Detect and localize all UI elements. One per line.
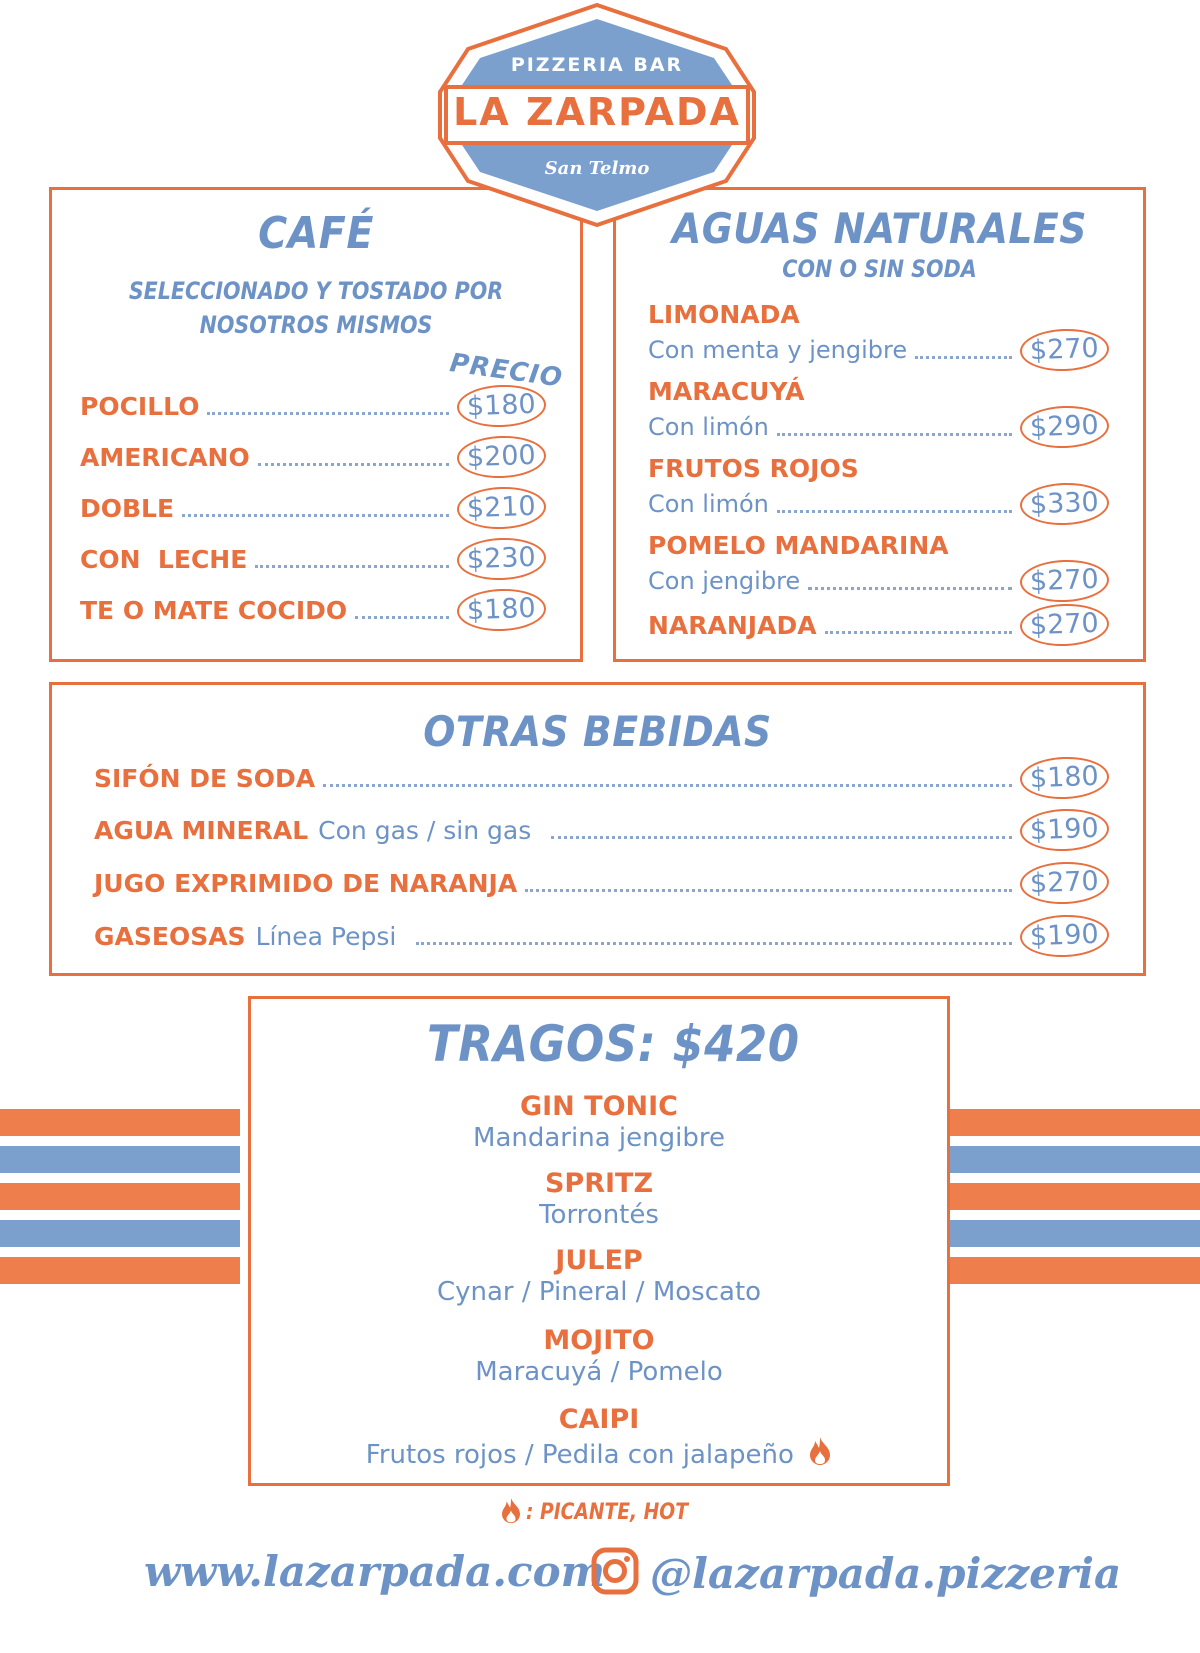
item-name: POCILLO	[80, 391, 200, 421]
list-item	[648, 531, 1109, 602]
item-name: AGUA MINERAL	[94, 815, 309, 845]
item-name: POMELO MANDARINA	[648, 531, 949, 560]
logo-top-text: PIZZERIA BAR	[510, 54, 684, 76]
item-price: $330	[1020, 481, 1110, 526]
otras-section	[49, 682, 1146, 976]
fire-icon	[500, 1497, 522, 1528]
list-item	[94, 915, 1109, 957]
dot-leader	[182, 514, 449, 517]
item-price: $270	[1020, 558, 1110, 603]
item-price: $180	[457, 587, 547, 632]
item-name: FRUTOS ROJOS	[648, 454, 859, 483]
list-item	[94, 757, 1109, 799]
list-item	[648, 454, 1109, 525]
item-price: $270	[1020, 860, 1110, 905]
item-desc: Con gas / sin gas	[318, 815, 532, 845]
item-price: $180	[1020, 755, 1110, 800]
otras-title: OTRAS BEBIDAS	[423, 707, 772, 756]
cafe-subtitle-1: SELECCIONADO Y TOSTADO POR	[128, 277, 504, 305]
logo	[428, 2, 766, 228]
cafe-subtitle-2: NOSOTROS MISMOS	[199, 311, 433, 339]
tragos-title: TRAGOS: $420	[427, 1015, 800, 1073]
list-item	[80, 538, 546, 580]
list-item	[648, 377, 1109, 448]
dot-leader	[777, 510, 1012, 513]
item-desc: Con limón	[648, 490, 769, 518]
item-name: NARANJADA	[648, 610, 817, 640]
item-name: AMERICANO	[80, 442, 250, 472]
fire-icon	[808, 1436, 832, 1473]
list-item	[648, 300, 1109, 371]
trago-desc-caipi	[251, 1436, 947, 1473]
item-price: $190	[1020, 913, 1110, 958]
instagram-block[interactable]	[590, 1546, 1121, 1600]
dot-leader	[255, 565, 449, 568]
item-name: LIMONADA	[648, 300, 800, 329]
item-name: JUGO EXPRIMIDO DE NARANJA	[94, 868, 518, 898]
dot-leader	[915, 356, 1012, 359]
dot-leader	[777, 433, 1012, 436]
item-desc: Con limón	[648, 413, 769, 441]
item-detail-row	[648, 560, 1109, 602]
trago-desc: Torrontés	[539, 1200, 659, 1230]
trago-desc: Cynar / Pineral / Moscato	[436, 1277, 762, 1307]
dot-leader	[258, 463, 450, 466]
tragos-section	[248, 996, 950, 1486]
cafe-title: CAFÉ	[258, 208, 374, 259]
dot-leader	[525, 889, 1012, 892]
dot-leader	[207, 412, 449, 415]
dot-leader	[355, 616, 449, 619]
trago-name: JULEP	[555, 1245, 643, 1276]
item-price: $290	[1020, 404, 1110, 449]
list-item	[80, 385, 546, 427]
item-price: $210	[457, 485, 547, 530]
item-price: $180	[457, 383, 547, 428]
list-item	[80, 589, 546, 631]
price-header: PRECIO	[447, 348, 565, 394]
instagram-icon	[590, 1546, 640, 1600]
item-name: DOBLE	[80, 493, 175, 523]
item-desc: Línea Pepsi	[255, 921, 397, 951]
spicy-legend	[500, 1497, 717, 1528]
list-item	[94, 862, 1109, 904]
instagram-handle: @lazarpada.pizzeria	[650, 1548, 1122, 1598]
item-name: CON LECHE	[80, 544, 248, 574]
list-item	[80, 487, 546, 529]
website-link[interactable]: www.lazarpada.com	[144, 1547, 606, 1596]
item-detail-row	[648, 329, 1109, 371]
trago-name: CAIPI	[558, 1404, 640, 1435]
logo-location: San Telmo	[544, 158, 650, 179]
item-name: MARACUYÁ	[648, 377, 805, 406]
item-desc: Con jengibre	[648, 567, 801, 595]
dot-leader	[551, 836, 1012, 839]
list-item	[80, 436, 546, 478]
item-price: $190	[1020, 807, 1110, 852]
trago-desc: Mandarina jengibre	[473, 1123, 725, 1153]
item-name: SIFÓN DE SODA	[94, 763, 316, 793]
trago-name: SPRITZ	[544, 1168, 654, 1199]
dot-leader	[416, 942, 1012, 945]
list-item	[648, 604, 1109, 646]
item-name: GASEOSAS	[94, 921, 246, 951]
aguas-title: AGUAS NATURALES	[672, 204, 1087, 253]
list-item	[94, 809, 1109, 851]
trago-desc: Maracuyá / Pomelo	[475, 1357, 723, 1387]
item-price: $200	[457, 434, 547, 479]
item-name: TE O MATE COCIDO	[80, 595, 348, 625]
trago-name: GIN TONIC	[519, 1091, 679, 1122]
spicy-legend-text: : PICANTE, HOT	[526, 1500, 688, 1525]
item-detail-row	[648, 483, 1109, 525]
item-price: $270	[1020, 602, 1110, 647]
item-price: $230	[457, 536, 547, 581]
item-detail-row	[648, 406, 1109, 448]
trago-name: MOJITO	[543, 1325, 655, 1356]
logo-name: LA ZARPADA	[453, 90, 741, 134]
dot-leader	[825, 631, 1013, 634]
dot-leader	[808, 587, 1012, 590]
trago-desc-text: Frutos rojos / Pedila con jalapeño	[365, 1440, 794, 1470]
aguas-section	[613, 187, 1146, 662]
dot-leader	[323, 784, 1012, 787]
cafe-section	[49, 187, 583, 662]
item-price: $270	[1020, 327, 1110, 372]
item-desc: Con menta y jengibre	[648, 336, 908, 364]
aguas-subtitle: CON O SIN SODA	[782, 255, 977, 283]
